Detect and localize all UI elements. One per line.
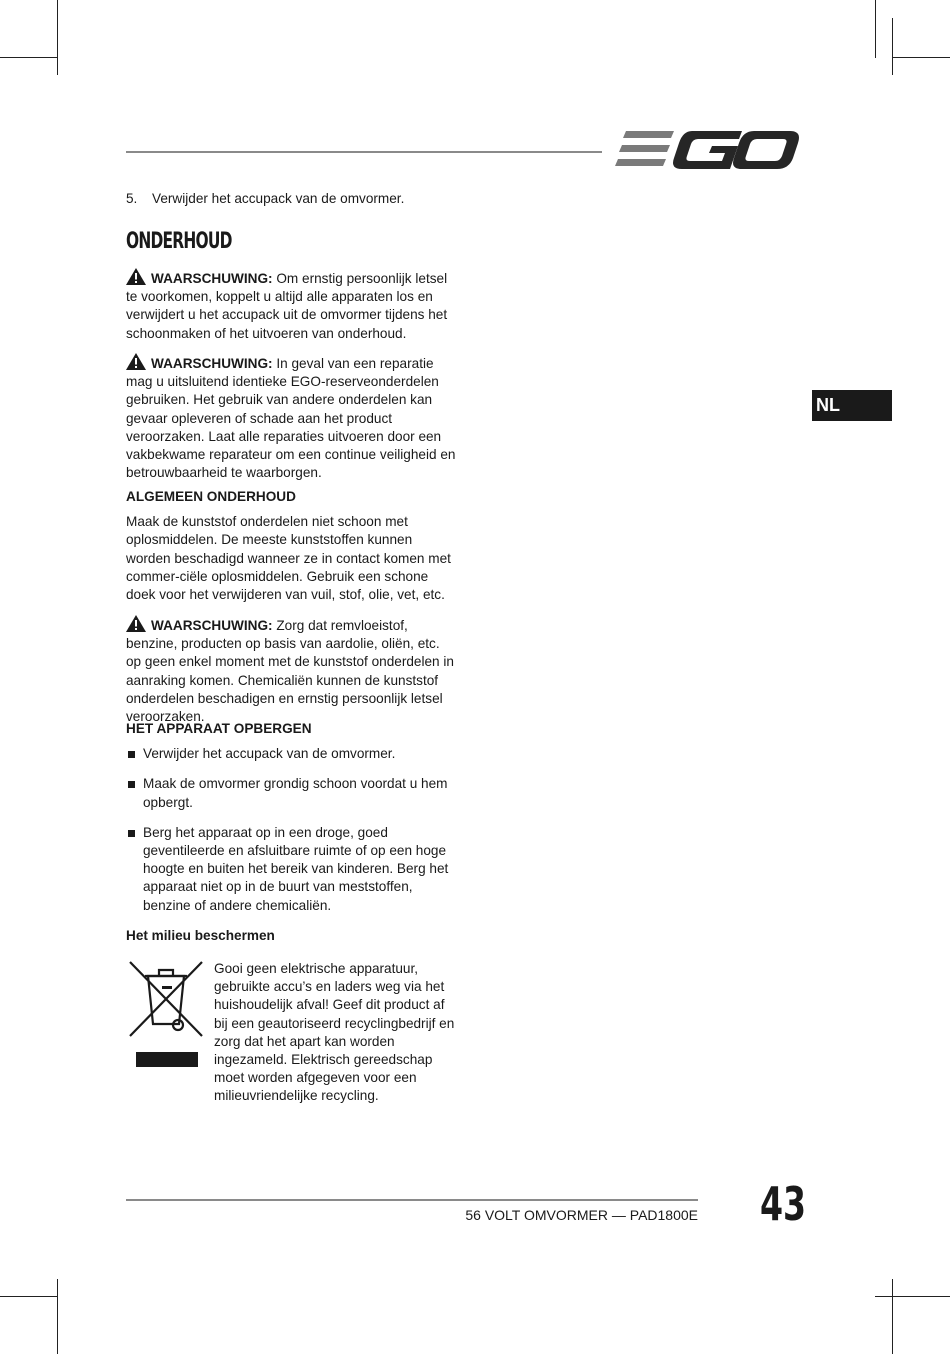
crop-mark xyxy=(875,1296,950,1297)
crop-mark xyxy=(57,0,58,75)
warning-text: In geval van een reparatie mag u uitsluitend identieke EGO-reserveonderdelen gebruiken. Het gebruik van andere onderdelen kan gevaar opleveren of schade aan het product veroorzaken. Laat alle reparaties uitvoeren door een vakbekwame reparateur om een continue veiligheid en betrouwbaarheid te waarborgen. xyxy=(126,356,456,481)
storage-list xyxy=(126,745,456,915)
step-text: Verwijder het accupack van de omvormer. xyxy=(152,191,405,206)
crop-mark xyxy=(57,1279,58,1354)
crop-mark xyxy=(0,57,58,58)
warning-3 xyxy=(126,615,456,726)
warning-icon xyxy=(126,615,146,632)
crop-mark xyxy=(892,18,893,75)
warning-text: Om ernstig persoonlijk letsel te voorkomen, koppelt u altijd alle apparaten los en verwijdert u het accupack uit de omvormer tijdens het schoonmaken of het uitvoeren van onderhoud. xyxy=(126,271,448,341)
storage-section xyxy=(126,720,456,915)
list-item: Verwijder het accupack van de omvormer. xyxy=(126,745,456,763)
warning-icon xyxy=(126,268,146,285)
list-item: Maak de omvormer grondig schoon voordat u hem opbergt. xyxy=(126,775,456,811)
general-text: Maak de kunststof onderdelen niet schoon met oplosmiddelen. De meeste kunststoffen kunnen worden beschadigd wanneer ze in contact komen met commer-ciële oplosmiddelen. Gebruik een schone doek voor het verwijderen van vuil, stof, olie, vet, etc. xyxy=(126,514,451,603)
crop-mark xyxy=(0,1296,58,1297)
step-number: 5. xyxy=(126,191,138,206)
crop-mark xyxy=(875,0,876,58)
section-title: ONDERHOUD xyxy=(126,229,232,254)
warning-label: WAARSCHUWING: xyxy=(151,356,273,371)
warning-2 xyxy=(126,353,456,482)
list-item: Berg het apparaat op in een droge, goed geventileerde en afsluitbare ruimte of op een hoge hoogte en buiten het bereik van kinderen. Berg het apparaat niet op in de buurt van meststoffen, benzine of andere chemicaliën. xyxy=(126,824,456,915)
general-maintenance xyxy=(126,488,456,604)
crop-mark xyxy=(892,57,950,58)
footer-rule xyxy=(126,1199,698,1201)
warning-label: WAARSCHUWING: xyxy=(151,618,273,633)
ego-logo xyxy=(614,128,800,172)
weee-bin-icon xyxy=(126,958,206,1070)
warning-label: WAARSCHUWING: xyxy=(151,271,273,286)
step-5 xyxy=(126,190,404,208)
crop-mark xyxy=(892,1279,893,1354)
general-heading: ALGEMEEN ONDERHOUD xyxy=(126,489,296,504)
language-tab: NL xyxy=(812,390,892,421)
environment-heading: Het milieu beschermen xyxy=(126,928,275,943)
warning-1 xyxy=(126,268,456,343)
storage-heading: HET APPARAAT OPBERGEN xyxy=(126,721,312,736)
page-number: 43 xyxy=(760,1177,807,1231)
warning-text: Zorg dat remvloeistof, benzine, producten op basis van aardolie, oliën, etc. op geen enkel moment met de kunststof onderdelen in aanraking komen. Chemicaliën kunnen de kunststof onderdelen beschadigen en ernstig persoonlijk letsel veroorzaken. xyxy=(126,618,454,725)
warning-icon xyxy=(126,353,146,370)
header-rule xyxy=(126,151,602,153)
footer-product: 56 VOLT OMVORMER — PAD1800E xyxy=(465,1207,698,1223)
environment-text: Gooi geen elektrische apparatuur, gebruikte accu’s en laders weg via het huishoudelijk afval! Geef dit product af bij een geautoriseerd recyclingbedrijf en zorg dat het apart kan worden ingezameld. Elektrisch gereedschap moet worden afgegeven voor een milieuvriendelijke recycling. xyxy=(214,961,455,1104)
